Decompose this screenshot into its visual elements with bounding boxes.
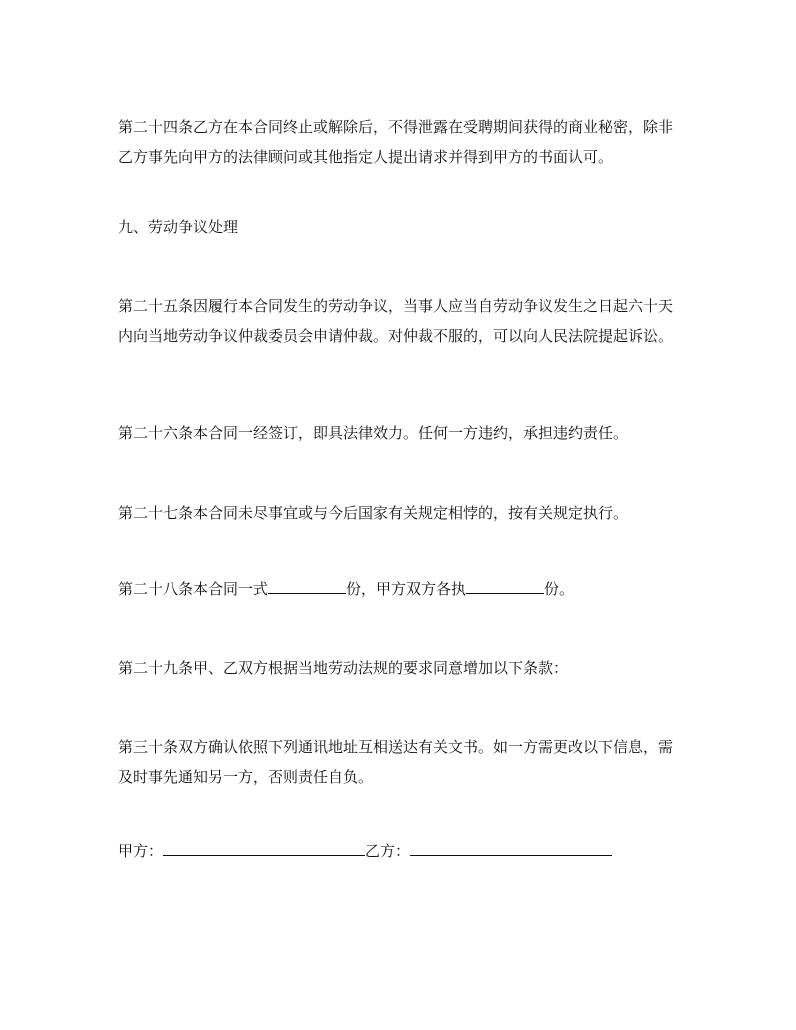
party-a-label: 甲方： [118,842,164,860]
article-28-part3: 份。 [544,580,575,598]
section-9-heading: 九、劳动争议处理 [118,218,239,236]
article-30: 第三十条双方确认依照下列通讯地址互相送达有关文书。如一方需更改以下信息，需及时事先通知另一方，否则责任自负。 [118,738,674,786]
article-29: 第二十九条甲、乙双方根据当地劳动法规的要求同意增加以下条款： [118,659,569,677]
party-a-blank [163,839,365,856]
article-28-part1: 第二十八条本合同一式 [118,580,269,598]
signature-line [118,836,678,866]
copies-each-blank [466,577,544,594]
party-b-blank [410,839,612,856]
article-24: 第二十四条乙方在本合同终止或解除后，不得泄露在受聘期间获得的商业秘密，除非乙方事先向甲方的法律顾问或其他指定人提出请求并得到甲方的书面认可。 [118,118,674,166]
copies-total-blank [268,577,346,594]
article-28-part2: 份，甲方双方各执 [346,580,467,598]
article-26: 第二十六条本合同一经签订，即具法律效力。任何一方违约，承担违约责任。 [118,424,629,442]
article-27: 第二十七条本合同未尽事宜或与今后国家有关规定相悖的，按有关规定执行。 [118,504,629,522]
article-28 [118,574,678,604]
party-b-label: 乙方： [365,842,411,860]
article-25: 第二十五条因履行本合同发生的劳动争议，当事人应当自劳动争议发生之日起六十天内向当地劳动争议仲裁委员会申请仲裁。对仲裁不服的，可以向人民法院提起诉讼。 [118,297,674,345]
